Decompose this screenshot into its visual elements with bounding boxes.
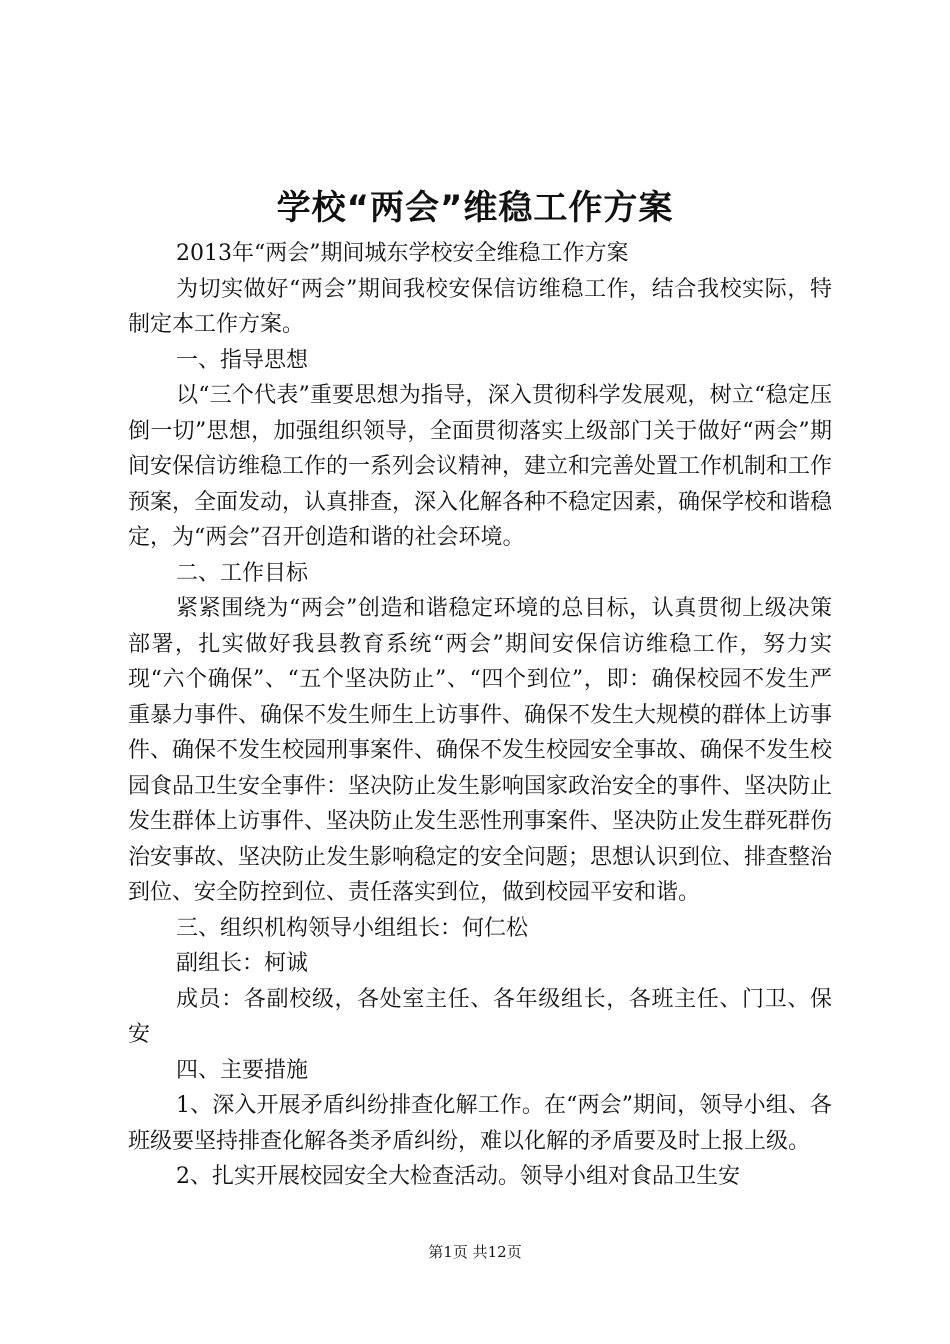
subtitle-paragraph: 2013年“两会”期间城东学校安全维稳工作方案 [176,241,629,266]
deputy-leader-paragraph: 副组长：柯诚 [176,951,309,976]
section-heading-main-measures: 四、主要措施 [176,1057,309,1083]
document-title: 学校“两会”维稳工作方案 [276,188,674,228]
section-heading-guiding-ideology: 一、指导思想 [176,347,309,373]
work-goals-paragraph: 紧紧围绕为“两会”创造和谐稳定环境的总目标，认真贯彻上级决策部署，扎实做好我县教育系统“两会”期间安保信访维稳工作，努力实现“六个确保”、“五个坚决防止”、“四个到位”，即：确保校园不发生严重暴力事件、确保不发生师生上访事件、确保不发生大规模的群体上访事件、确保不发生校园刑事案件、确保不发生校园安全事故、确保不发生校园食品卫生安全事件：坚决防止发生影响国家政治安全的事件、坚决防止发生群体上访事件、坚决防止发生恶性刑事案件、坚决防止发生群死群伤治安事故、坚决防止发生影响稳定的安全问题；思想认识到位、排查整治到位、安全防控到位、责任落实到位，做到校园平安和谐。 [128,596,833,905]
intro-paragraph: 为切实做好“两会”期间我校安保信访维稳工作，结合我校实际，特制定本工作方案。 [128,276,832,337]
section-heading-organization: 三、组织机构领导小组组长：何仁松 [176,915,529,941]
page-footer: 第1页 共12页 [428,1243,522,1261]
document-body [128,236,832,1195]
section-heading-work-goals: 二、工作目标 [176,560,309,586]
guiding-ideology-paragraph: 以“三个代表”重要思想为指导，深入贯彻科学发展观，树立“稳定压倒一切”思想，加强组织领导，全面贯彻落实上级部门关于做好“两会”期间安保信访维稳工作的一系列会议精神，建立和完善处置工作机制和工作预案，全面发动，认真排查，深入化解各种不稳定因素，确保学校和谐稳定，为“两会”召开创造和谐的社会环境。 [128,383,833,550]
members-paragraph: 成员：各副校级，各处室主任、各年级组长，各班主任、门卫、保安 [128,986,832,1047]
measure-2-paragraph: 2、扎实开展校园安全大检查活动。领导小组对食品卫生安 [176,1164,740,1189]
measure-1-paragraph: 1、深入开展矛盾纠纷排查化解工作。在“两会”期间，领导小组、各班级要坚持排查化解各类矛盾纠纷，难以化解的矛盾要及时上报上级。 [128,1093,832,1154]
